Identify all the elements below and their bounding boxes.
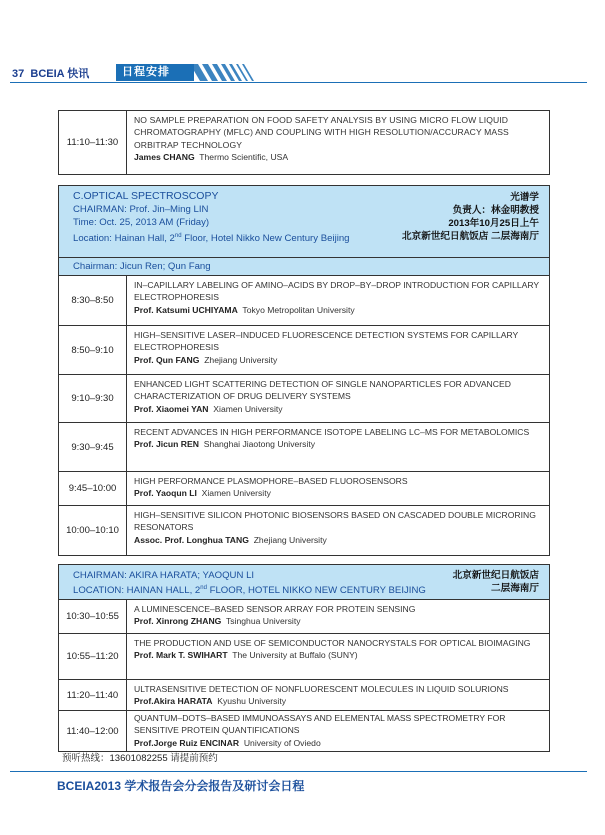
- talk-affiliation: The University at Buffalo (SUNY): [232, 650, 358, 661]
- page-header-title: [12, 65, 89, 81]
- talk-speaker: James CHANG: [134, 152, 195, 163]
- session-location-cn: 北京新世纪日航饭店 二层海南厅: [402, 231, 539, 242]
- talk-details: [127, 472, 549, 505]
- table-row: [59, 711, 549, 751]
- schedule-table-previous: [58, 110, 550, 175]
- talk-speaker: Prof. Mark T. SWIHART: [134, 650, 228, 661]
- session-venue-cn: 北京新世纪日航饭店: [452, 570, 539, 581]
- talk-affiliation: Xiamen University: [201, 488, 271, 499]
- talk-speaker-line: [134, 151, 543, 163]
- talk-speaker: Prof.Akira HARATA: [134, 696, 213, 707]
- talk-speaker: Prof. Xinrong ZHANG: [134, 616, 222, 627]
- session-header: [59, 565, 549, 600]
- talk-time: 11:20–11:40: [59, 680, 127, 710]
- talk-time: 11:40–12:00: [59, 711, 127, 751]
- table-row: [59, 326, 549, 375]
- header-rule: [10, 82, 587, 83]
- talk-speaker: Prof. Xiaomei YAN: [134, 403, 209, 414]
- brand-name: BCEIA 快讯: [30, 68, 90, 80]
- table-row: [59, 680, 549, 711]
- talk-speaker: Prof.Jorge Ruiz ENCINAR: [134, 737, 240, 748]
- talk-title: THE PRODUCTION AND USE OF SEMICONDUCTOR NANOCRYSTALS FOR OPTICAL BIOIMAGING: [134, 638, 531, 648]
- talk-title: A LUMINESCENCE–BASED SENSOR ARRAY FOR PROTEIN SENSING: [134, 604, 416, 614]
- session-title: C.OPTICAL SPECTROSCOPY: [73, 190, 219, 202]
- table-row: [59, 276, 549, 326]
- table-row: [59, 472, 549, 506]
- talk-details: [127, 326, 549, 374]
- talk-details: [127, 276, 549, 325]
- talk-affiliation: Tokyo Metropolitan University: [242, 304, 355, 315]
- talk-details: [127, 423, 549, 471]
- session-time-cn: 2013年10月25日上午: [448, 218, 539, 229]
- booking-hotline: 预听热线：13601082255 请提前预约: [62, 753, 218, 764]
- table-row: [59, 111, 549, 174]
- talk-time: 9:45–10:00: [59, 472, 127, 505]
- talk-details: [127, 506, 549, 555]
- page-header: [0, 62, 605, 84]
- talk-time: 10:55–11:20: [59, 634, 127, 679]
- table-row: [59, 600, 549, 634]
- talk-title: HIGH PERFORMANCE PLASMOPHORE–BASED FLUOROSENSORS: [134, 476, 408, 486]
- talk-details: [127, 111, 549, 174]
- section-band: 日程安排: [116, 64, 194, 81]
- session-location: Location: Hainan Hall, 2nd Floor, Hotel Nikko New Century Beijing: [73, 232, 350, 244]
- talk-title: NO SAMPLE PREPARATION ON FOOD SAFETY ANALYSIS BY USING MICRO FLOW LIQUID CHROMATOGRAPHY (MFLC) AND COUPLING WITH HIGH RESOLUTION/ACCURACY MASS ORBITRAP TECHNOLOGY: [134, 115, 509, 150]
- talk-affiliation: Thermo Scientific, USA: [199, 152, 289, 163]
- session-room-cn: 二层海南厅: [491, 583, 539, 594]
- talk-details: [127, 375, 549, 422]
- session-chairman: CHAIRMAN: Prof. Jin–Ming LIN: [73, 204, 209, 216]
- table-row: [59, 634, 549, 680]
- page-footer: BCEIA2013 学术报告会分会报告及研讨会日程: [57, 779, 305, 793]
- talk-title: HIGH–SENSITIVE LASER–INDUCED FLUORESCENCE DETECTION SYSTEMS FOR CAPILLARY ELECTROPHORESIS: [134, 330, 519, 353]
- talk-affiliation: Kyushu University: [217, 696, 287, 707]
- table-row: [59, 375, 549, 423]
- talk-title: RECENT ADVANCES IN HIGH PERFORMANCE ISOTOPE LABELING LC–MS FOR METABOLOMICS: [134, 427, 530, 437]
- talk-title: ULTRASENSITIVE DETECTION OF NONFLUORESCENT MOLECULES IN LIQUID SOLURIONS: [134, 684, 509, 694]
- talk-time: 11:10–11:30: [59, 111, 127, 174]
- talk-title: QUANTUM–DOTS–BASED IMMUNOASSAYS AND ELEMENTAL MASS SPECTROMETRY FOR SENSITIVE PROTEIN QUANTIFICATIONS: [134, 713, 506, 736]
- talk-title: IN–CAPILLARY LABELING OF AMINO–ACIDS BY DROP–BY–DROP INTRODUCTION FOR CAPILLARY ELECTROPHORESIS: [134, 280, 539, 303]
- table-row: [59, 423, 549, 472]
- table-row: [59, 506, 549, 555]
- schedule-table-session-c: [58, 185, 550, 556]
- talk-details: [127, 634, 549, 679]
- session-title-cn: 光谱学: [510, 192, 539, 203]
- session-location: LOCATION: HAINAN HALL, 2nd FLOOR, HOTEL NIKKO NEW CENTURY BEIJING: [73, 585, 426, 597]
- talk-time: 8:50–9:10: [59, 326, 127, 374]
- talk-details: [127, 600, 549, 633]
- talk-affiliation: Zhejiang University: [253, 534, 327, 545]
- page-number: 37: [12, 68, 25, 80]
- talk-time: 10:00–10:10: [59, 506, 127, 555]
- talk-speaker: Prof. Yaoqun LI: [134, 488, 197, 499]
- talk-time: 9:30–9:45: [59, 423, 127, 471]
- session-chairman: CHAIRMAN: AKIRA HARATA; YAOQUN LI: [73, 570, 255, 581]
- talk-affiliation: Tsinghua University: [226, 616, 301, 627]
- talk-time: 8:30–8:50: [59, 276, 127, 325]
- session-header: [59, 186, 549, 258]
- talk-speaker: Assoc. Prof. Longhua TANG: [134, 534, 249, 545]
- talk-affiliation: Zhejiang University: [204, 354, 278, 365]
- session-chairs: Chairman: Jicun Ren; Qun Fang: [59, 258, 549, 276]
- talk-details: [127, 680, 549, 710]
- talk-speaker: Prof. Jicun REN: [134, 439, 199, 450]
- talk-title: HIGH–SENSITIVE SILICON PHOTONIC BIOSENSORS BASED ON CASCADED DOUBLE MICRORING RESONATORS: [134, 510, 536, 533]
- stripe-decoration-icon: [190, 64, 260, 81]
- footer-rule: [10, 771, 587, 772]
- schedule-table-session-d: [58, 564, 550, 752]
- talk-speaker: Prof. Qun FANG: [134, 354, 200, 365]
- talk-affiliation: Shanghai Jiaotong University: [203, 439, 316, 450]
- talk-title: ENHANCED LIGHT SCATTERING DETECTION OF SINGLE NANOPARTICLES FOR ADVANCED CHARACTERIZATION OF DRUG DELIVERY SYSTEMS: [134, 379, 511, 402]
- talk-affiliation: University of Oviedo: [243, 737, 321, 748]
- talk-details: [127, 711, 549, 751]
- session-time: Time: Oct. 25, 2013 AM (Friday): [73, 217, 210, 229]
- talk-time: 9:10–9:30: [59, 375, 127, 422]
- talk-time: 10:30–10:55: [59, 600, 127, 633]
- session-chair-cn: 负责人：林金明教授: [452, 205, 539, 216]
- talk-affiliation: Xiamen University: [213, 403, 283, 414]
- talk-speaker: Prof. Katsumi UCHIYAMA: [134, 304, 238, 315]
